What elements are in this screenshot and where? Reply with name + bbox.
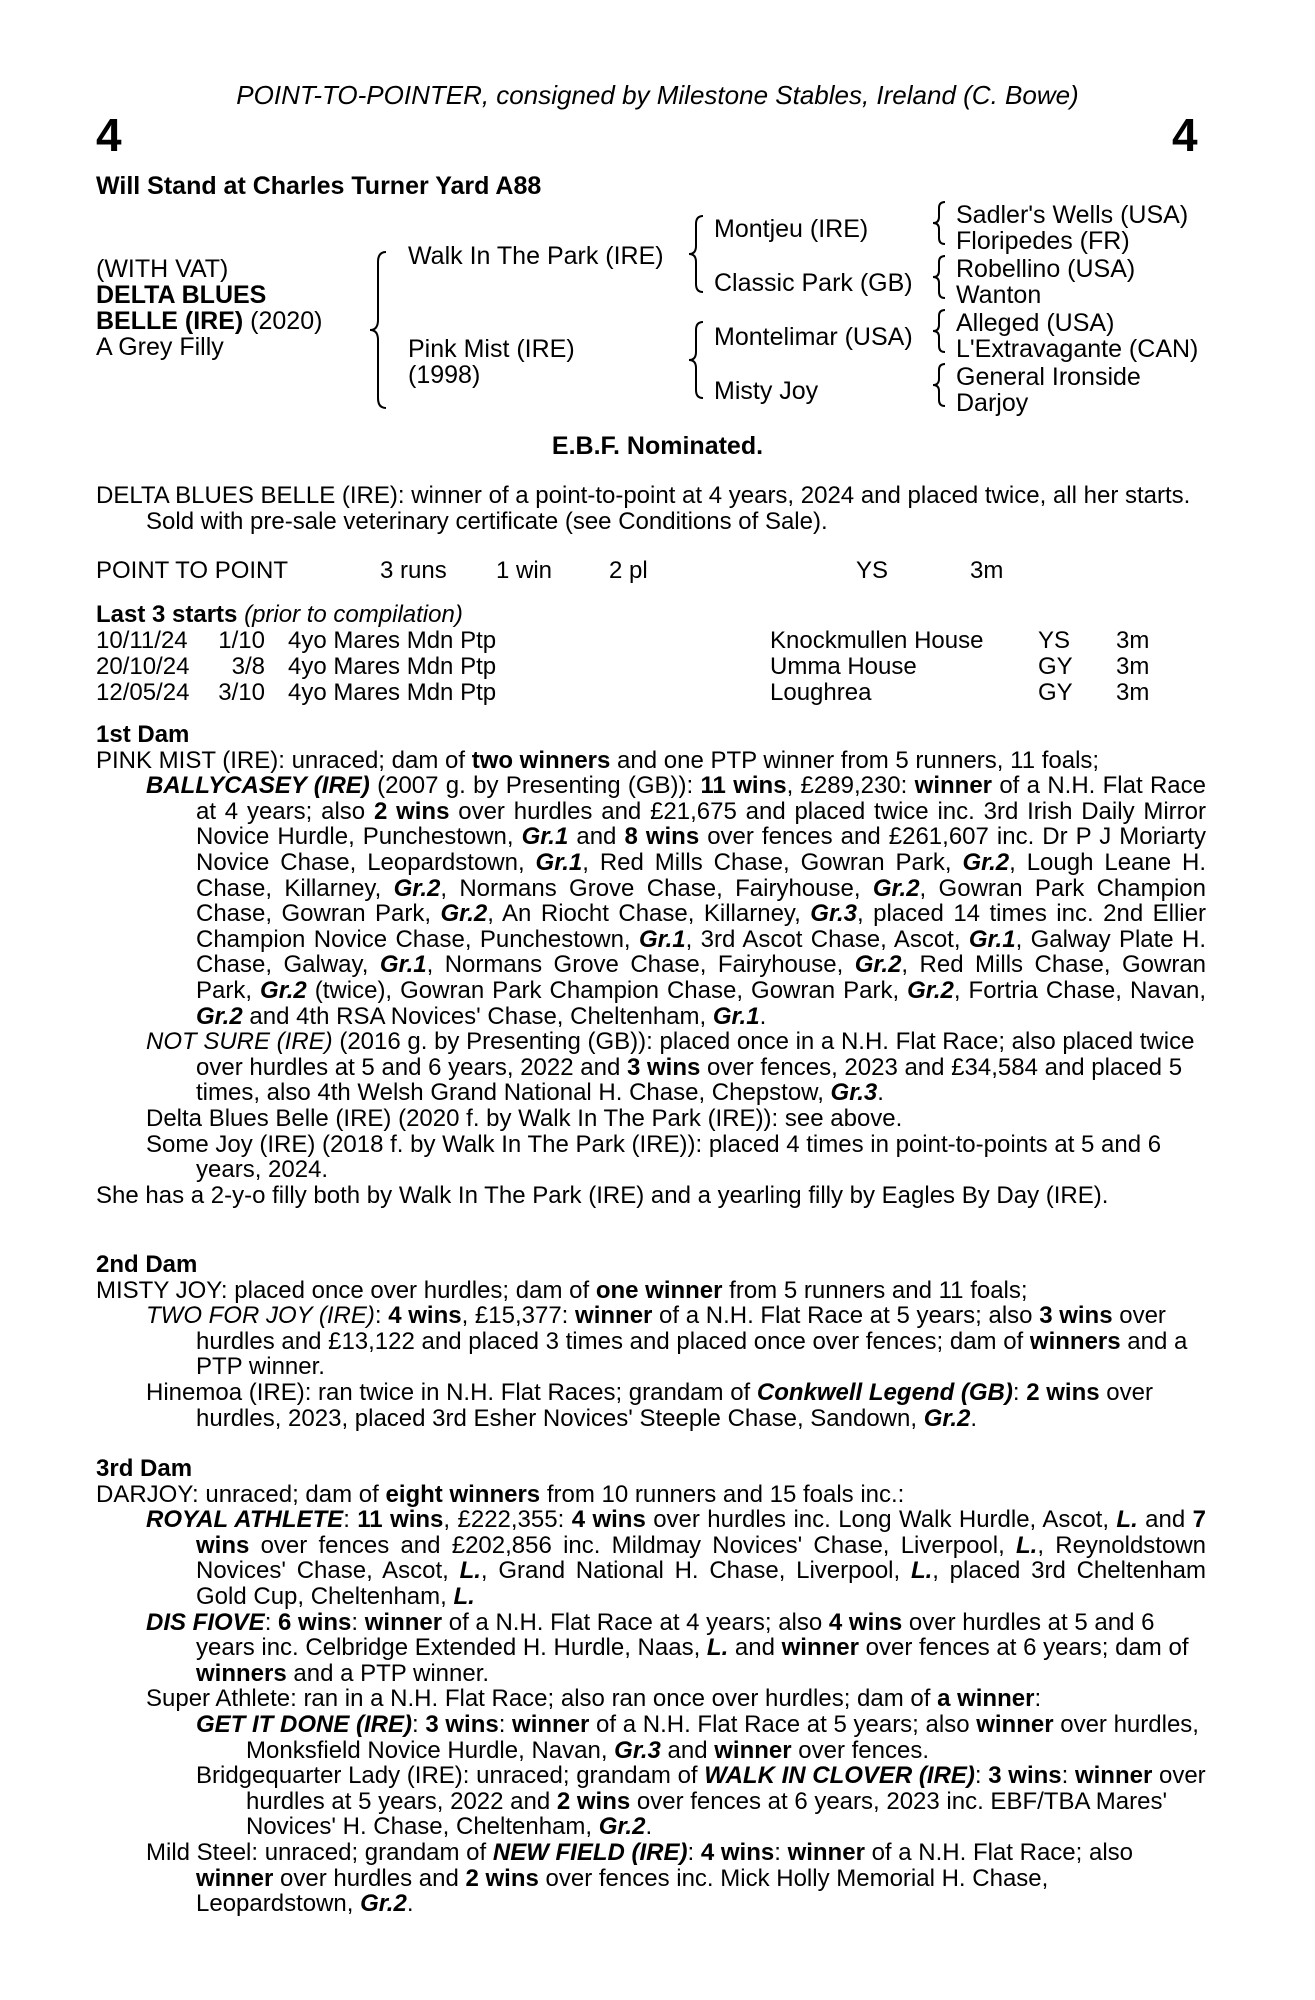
produce-hinemoa: Hinemoa (IRE): ran twice in N.H. Flat Races; grandam of Conkwell Legend (GB): 2 wins over hurdles, 2023, placed 3rd Esher Novices' Steeple Chase, Sandown, Gr.2. [146, 1378, 1153, 1432]
horse-name-line2: BELLE (IRE) [96, 307, 244, 335]
pedigree-dds: General Ironside [956, 363, 1141, 391]
pedigree-brace-2 [687, 214, 707, 294]
horse-name-line1: DELTA BLUES [96, 281, 267, 309]
second-dam-section [96, 1252, 1206, 1431]
start-row-2-race: 4yo Mares Mdn Ptp [288, 653, 497, 680]
pedigree-ssd: Floripedes (FR) [956, 227, 1130, 255]
third-dam-heading: 3rd Dam [96, 1455, 193, 1482]
produce-two-for-joy: TWO FOR JOY (IRE): 4 wins, £15,377: winner of a N.H. Flat Race at 5 years; also 3 wins over hurdles and £13,122 and placed 3 times and placed once over fences; dam of winners and a PTP winner. [146, 1302, 1188, 1381]
third-dam-section [96, 1456, 1206, 1917]
produce-some-joy: Some Joy (IRE) (2018 f. by Walk In The Park (IRE)): placed 4 times in point-to-points at 5 and 6 years, 2024. [146, 1130, 1162, 1184]
pedigree-dss: Alleged (USA) [956, 309, 1115, 337]
pedigree-brace-5 [931, 254, 949, 300]
start-row-2-dist: 3m [1116, 653, 1150, 680]
pedigree-ddd: Darjoy [956, 389, 1029, 417]
pedigree-sss: Sadler's Wells (USA) [956, 201, 1189, 229]
start-row-2-venue: Umma House [770, 653, 917, 680]
pedigree-brace-6 [931, 308, 949, 354]
first-dam-section [96, 722, 1206, 1208]
ptp-distance: 3m [970, 557, 1004, 584]
summary-paragraph [96, 483, 1206, 534]
ptp-going: YS [856, 557, 889, 584]
produce-get-it-done: GET IT DONE (IRE): 3 wins: winner of a N.H. Flat Race at 5 years; also winner over hurdles, Monksfield Novice Hurdle, Navan, Gr.3 and winner over fences. [196, 1710, 1199, 1764]
start-row-2-going: GY [1038, 653, 1073, 680]
first-dam-intro: PINK MIST (IRE): unraced; dam of two winners and one PTP winner from 5 runners, 11 foals; [96, 746, 1100, 774]
produce-ballycasey: BALLYCASEY (IRE) (2007 g. by Presenting (GB)): 11 wins, £289,230: winner of a N.H. Flat Race at 4 years; also 2 wins over hurdles and £21,675 and placed twice inc. 3rd Irish Daily Mirror Novice Hurdle, Punchestown, Gr.1 and 8 wins over fences and £261,607 inc. Dr P J Moriarty Novice Chase, Leopardstown, Gr.1, Red Mills Chase, Gowran Park, Gr.2, Lough Leane H. Chase, Killarney, Gr.2, Normans Grove Chase, Fairyhouse, Gr.2, Gowran Park Champion Chase, Gowran Park, Gr.2, An Riocht Chase, Killarney, Gr.3, placed 14 times inc. 2nd Ellier Champion Novice Chase, Punchestown, Gr.1, 3rd Ascot Chase, Ascot, Gr.1, Galway Plate H. Chase, Galway, Gr.1, Normans Grove Chase, Fairyhouse, Gr.2, Red Mills Chase, Gowran Park, Gr.2 (twice), Gowran Park Champion Chase, Gowran Park, Gr.2, Fortria Chase, Navan, Gr.2 and 4th RSA Novices' Chase, Cheltenham, Gr.1. [146, 772, 1207, 1030]
produce-not-sure: NOT SURE (IRE) (2016 g. by Presenting (GB)): placed once in a N.H. Flat Race; also placed twice over hurdles at 5 and 6 years, 2022 and 3 wins over fences, 2023 and £34,584 and placed 5 times, also 4th Welsh Grand National H. Chase, Chepstow, Gr.3. [146, 1028, 1195, 1107]
produce-royal-athlete: ROYAL ATHLETE: 11 wins, £222,355: 4 wins over hurdles inc. Long Walk Hurdle, Ascot, L. and 7 wins over fences and £202,856 inc. Mildmay Novices' Chase, Liverpool, L., Reynoldstown Novices' Chase, Ascot, L., Grand National H. Chase, Liverpool, L., placed 3rd Cheltenham Gold Cup, Cheltenham, L. [146, 1506, 1206, 1610]
summary-text: DELTA BLUES BELLE (IRE): winner of a point-to-point at 4 years, 2024 and placed twice, all her starts. Sold with pre-sale veterinary certificate (see Conditions of Sale). [96, 482, 1191, 535]
pedigree-dam: Pink Mist (IRE) [408, 335, 575, 363]
start-row-1-race: 4yo Mares Mdn Ptp [288, 627, 497, 654]
start-row-3-venue: Loughrea [770, 679, 872, 706]
ptp-label: POINT TO POINT [96, 557, 289, 584]
start-row-1-going: YS [1038, 627, 1071, 654]
ptp-placed: 2 pl [609, 557, 648, 584]
start-row-1-pos: 1/10 [218, 627, 265, 654]
start-row-1-date: 10/11/24 [96, 627, 188, 654]
ptp-wins: 1 win [496, 557, 553, 584]
produce-bridgequarter-lady: Bridgequarter Lady (IRE): unraced; grandam of WALK IN CLOVER (IRE): 3 wins: winner over hurdles at 5 years, 2022 and 2 wins over fences at 6 years, 2023 inc. EBF/TBA Mares' Novices' H. Chase, Cheltenham, Gr.2. [196, 1762, 1206, 1841]
first-dam-foals: She has a 2-y-o filly both by Walk In The Park (IRE) and a yearling filly by Eagles By Day (IRE). [96, 1181, 1109, 1209]
produce-mild-steel: Mild Steel: unraced; grandam of NEW FIELD (IRE): 4 wins: winner of a N.H. Flat Race; also winner over hurdles and 2 wins over fences inc. Mick Holly Memorial H. Chase, Leopardstown, Gr.2. [146, 1838, 1134, 1918]
pedigree-sire-dam: Classic Park (GB) [714, 269, 913, 297]
start-row-1-dist: 3m [1116, 627, 1150, 654]
vat-label: (WITH VAT) [96, 255, 229, 283]
pedigree-dam-year: (1998) [408, 361, 481, 389]
lot-number-right: 4 [1172, 109, 1198, 161]
horse-description: A Grey Filly [96, 333, 224, 361]
page-header: POINT-TO-POINTER, consigned by Milestone Stables, Ireland (C. Bowe) [236, 80, 1079, 110]
pedigree-sire-sire: Montjeu (IRE) [714, 215, 869, 243]
start-row-2-date: 20/10/24 [96, 653, 190, 680]
pedigree-brace-1 [368, 250, 390, 410]
start-row-3-dist: 3m [1116, 679, 1150, 706]
pedigree-brace-7 [931, 362, 949, 408]
start-row-1-venue: Knockmullen House [770, 627, 984, 654]
third-dam-intro: DARJOY: unraced; dam of eight winners from 10 runners and 15 foals inc.: [96, 1480, 905, 1508]
pedigree-dsd: L'Extravagante (CAN) [956, 335, 1199, 363]
pedigree-dam-sire: Montelimar (USA) [714, 323, 913, 351]
horse-name-line2-row [96, 308, 322, 334]
second-dam-intro: MISTY JOY: placed once over hurdles; dam of one winner from 5 runners and 11 foals; [96, 1276, 1028, 1304]
start-row-2-pos: 3/8 [231, 653, 265, 680]
produce-dis-fiove: DIS FIOVE: 6 wins: winner of a N.H. Flat Race at 4 years; also 4 wins over hurdles at 5 and 6 years inc. Celbridge Extended H. Hurdle, Naas, L. and winner over fences at 6 years; dam of winners and a PTP winner. [146, 1608, 1189, 1687]
pedigree-sds: Robellino (USA) [956, 255, 1136, 283]
start-row-3-going: GY [1038, 679, 1073, 706]
stand-location: Will Stand at Charles Turner Yard A88 [96, 172, 542, 200]
lot-number-left: 4 [96, 109, 122, 161]
last-starts-heading-row [96, 602, 463, 628]
ebf-nominated: E.B.F. Nominated. [551, 432, 764, 460]
pedigree-sdd: Wanton [956, 281, 1042, 309]
second-dam-heading: 2nd Dam [96, 1251, 198, 1278]
ptp-runs: 3 runs [380, 557, 447, 584]
start-row-3-pos: 3/10 [218, 679, 265, 706]
pedigree-sire: Walk In The Park (IRE) [408, 242, 664, 270]
produce-delta-blues-belle: Delta Blues Belle (IRE) (2020 f. by Walk In The Park (IRE)): see above. [146, 1104, 903, 1132]
produce-super-athlete: Super Athlete: ran in a N.H. Flat Race; also ran once over hurdles; dam of a winner: [146, 1685, 1042, 1713]
last-starts-note: (prior to compilation) [244, 601, 463, 628]
pedigree-brace-4 [931, 200, 949, 246]
horse-year: (2020) [250, 307, 323, 335]
start-row-3-date: 12/05/24 [96, 679, 190, 706]
pedigree-dam-dam: Misty Joy [714, 377, 819, 405]
pedigree-brace-3 [687, 320, 707, 400]
first-dam-heading: 1st Dam [96, 721, 190, 748]
start-row-3-race: 4yo Mares Mdn Ptp [288, 679, 497, 706]
last-starts-heading: Last 3 starts [96, 601, 238, 628]
